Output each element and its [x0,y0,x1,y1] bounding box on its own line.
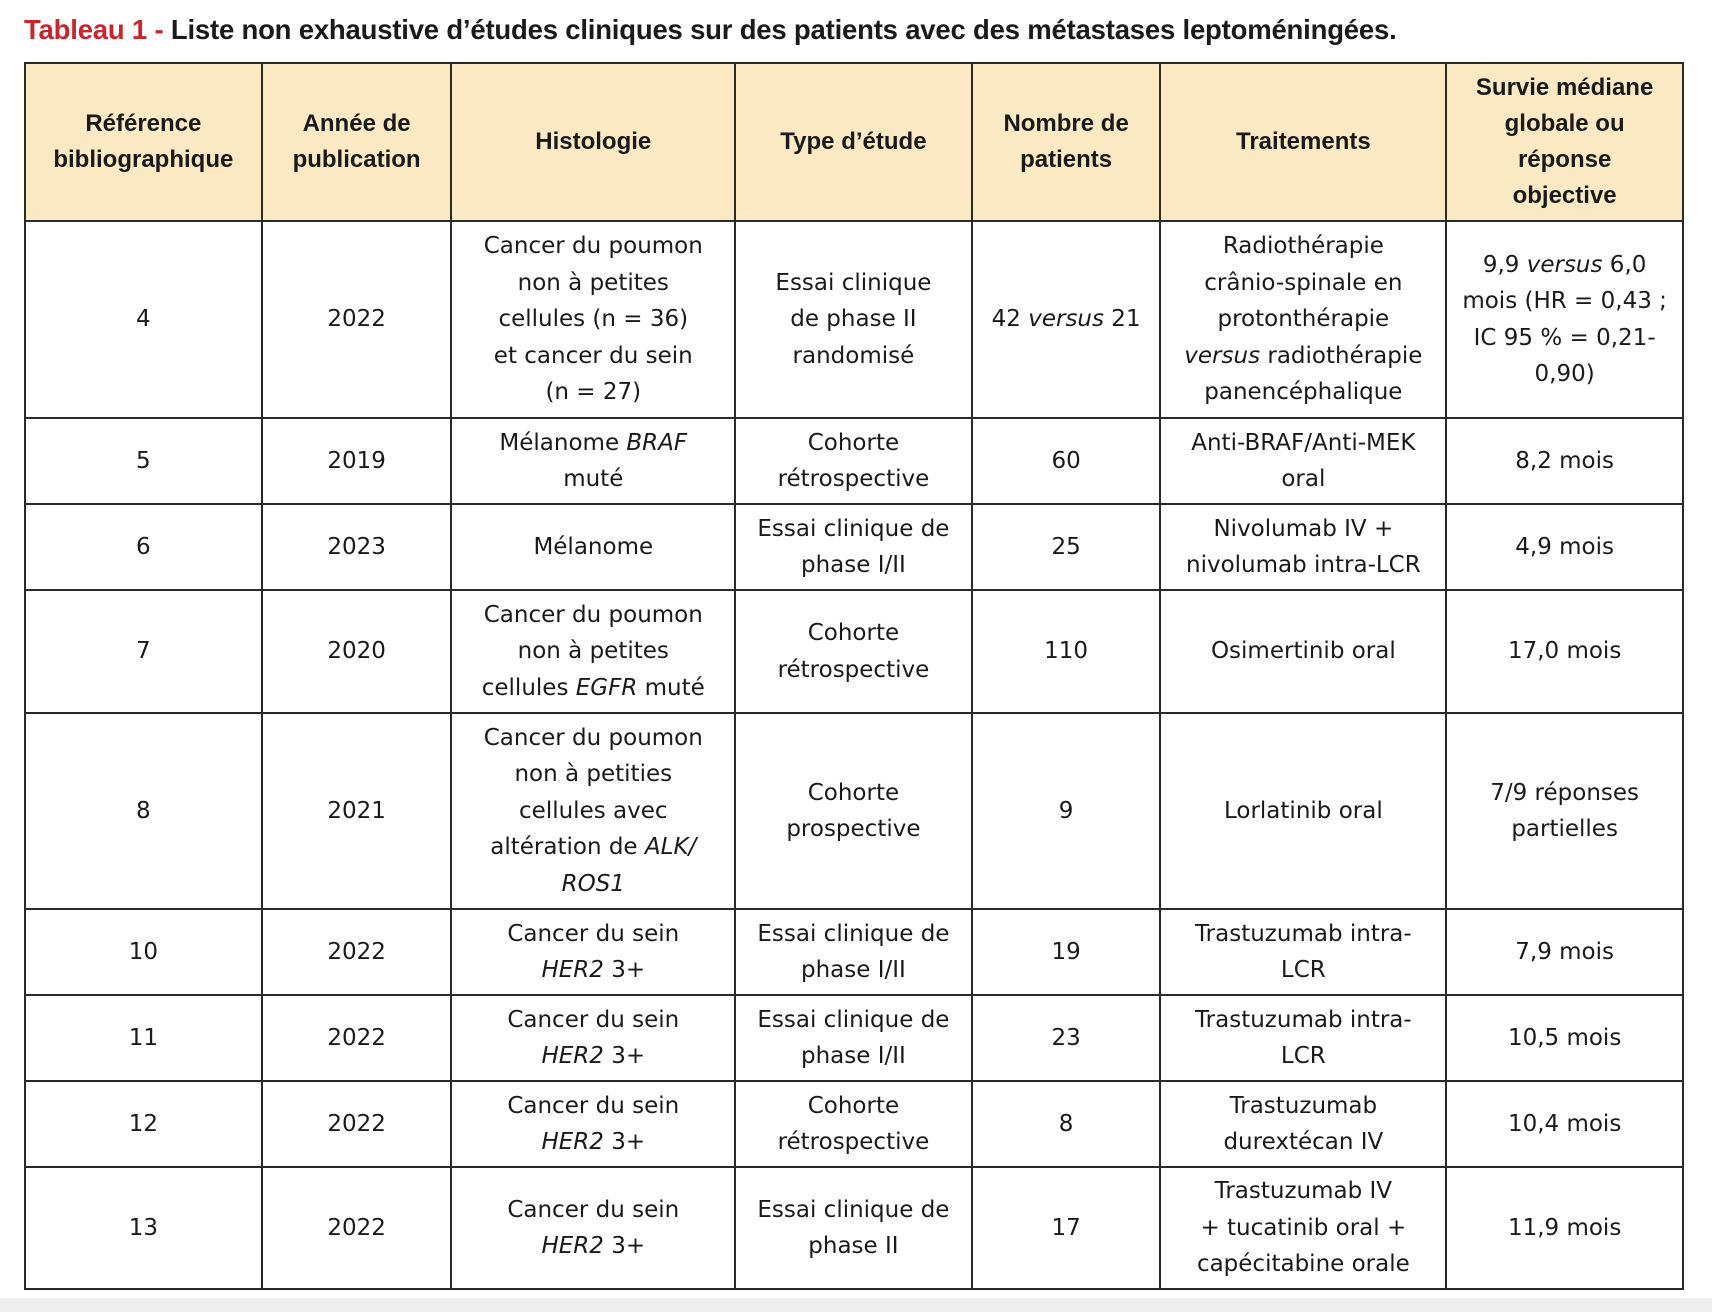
italic-term: HER2 [541,1043,604,1069]
cell-line: rétrospective [777,656,930,683]
cell-line: 10,5 mois [1507,1024,1622,1051]
table-body [25,221,1683,1289]
table-caption-label: Tableau 1 - [24,14,171,45]
cell-line: 10,4 mois [1507,1110,1622,1137]
cell-line: 7,9 mois [1515,938,1614,965]
cell-year [262,909,452,995]
cell-line: panencéphalique [1204,379,1403,406]
cell-line: 110 [1044,638,1089,665]
cell-line: nivolumab intra-LCR [1186,552,1421,578]
italic-term: HER2 [541,957,604,983]
cell-line: prospective [786,816,921,842]
cell-line: (n = 27) [545,379,642,406]
cell-line: cellules EGFR muté [481,674,705,701]
italic-term: HER2 [541,1233,604,1259]
cell-line: capécitabine orale [1196,1251,1410,1278]
cell-line: 42 versus 21 [991,306,1141,333]
table-row [25,590,1683,713]
cell-treatments [1160,1167,1446,1289]
cell-patients [972,221,1161,418]
cell-line: 25 [1051,533,1081,560]
cell-patients [972,1081,1161,1167]
cell-line: 0,90) [1534,361,1595,387]
cell-treatments [1160,590,1446,713]
cell-line: et cancer du sein [493,342,693,369]
cell-line: phase II [808,1233,899,1259]
table-row [25,1081,1683,1167]
cell-line: Cohorte [807,1092,900,1119]
cell-line: Cancer du poumon [483,233,703,260]
cell-year [262,1167,452,1289]
header-reference [25,63,262,221]
cell-outcome [1446,504,1683,590]
cell-line: 8 [1058,1110,1074,1137]
header-year [262,63,452,221]
cell-line: Osimertinib oral [1210,638,1396,665]
italic-term: BRAF [626,429,688,456]
cell-line: non à petities [514,761,673,788]
cell-line: 19 [1051,938,1081,965]
header-line: Traitements [1236,128,1371,155]
clinical-studies-table [24,62,1684,1290]
cell-line: Trastuzumab IV [1214,1178,1393,1205]
cell-line: versus radiothérapie [1184,342,1423,369]
cell-line: Cancer du sein [507,1092,680,1119]
cell-line: Trastuzumab intra- [1195,1006,1412,1033]
cell-year [262,221,452,418]
table-row [25,221,1683,418]
header-treatments [1160,63,1446,221]
cell-line: Cohorte [807,429,900,456]
header-line: Nombre de [1003,110,1129,137]
cell-line: oral [1281,466,1326,492]
cell-line: LCR [1280,1043,1326,1069]
cell-line: Anti-BRAF/Anti-MEK [1191,429,1416,456]
cell-line: 60 [1051,447,1081,474]
cell-patients [972,504,1161,590]
cell-line: 5 [136,447,151,474]
cell-study-type [735,1081,972,1167]
cell-study-type [735,590,972,713]
cell-line [458,866,728,903]
header-line: Histologie [535,128,652,155]
cell-histology [451,221,735,418]
page-bottom-band [0,1298,1712,1312]
cell-study-type [735,221,972,418]
cell-line: 2020 [327,638,386,665]
cell-line: phase I/II [801,552,906,578]
cell-line: 2019 [327,447,386,474]
cell-reference [25,590,262,713]
cell-line: 4 [136,306,151,333]
table-row [25,1167,1683,1289]
cell-line: phase I/II [801,957,906,983]
cell-line: Essai clinique [775,269,932,296]
header-line: Année de [302,110,411,137]
cell-line: HER2 3+ [541,1043,646,1069]
cell-line: 2022 [327,938,386,965]
cell-line: Essai clinique de [757,920,950,947]
header-line: Type d’étude [780,128,927,155]
table-row [25,713,1683,909]
cell-outcome [1446,909,1683,995]
cell-line: Cancer du sein [507,1006,680,1033]
cell-patients [972,909,1161,995]
italic-term: ROS1 [561,870,625,897]
cell-histology [451,713,735,909]
cell-year [262,590,452,713]
cell-line: 10 [128,938,158,965]
table-row [25,418,1683,504]
cell-line: + tucatinib oral + [1200,1214,1407,1241]
cell-histology [451,1081,735,1167]
cell-patients [972,713,1161,909]
cell-outcome [1446,995,1683,1081]
cell-outcome [1446,1081,1683,1167]
cell-patients [972,1167,1161,1289]
cell-histology [451,504,735,590]
cell-reference [25,995,262,1081]
cell-line: 7/9 réponses [1490,779,1640,806]
cell-line: cellules (n = 36) [498,306,689,333]
cell-year [262,1081,452,1167]
cell-line: Trastuzumab intra- [1195,920,1412,947]
cell-line: 17 [1051,1214,1081,1241]
table-caption [24,14,1397,46]
cell-reference [25,504,262,590]
header-line: réponse [1517,146,1612,173]
cell-line: 23 [1051,1024,1081,1051]
cell-patients [972,995,1161,1081]
cell-line: rétrospective [777,466,930,492]
cell-line: Mélanome [533,533,654,560]
cell-line: Essai clinique de [757,1006,950,1033]
cell-line: 2021 [327,797,386,824]
cell-line: 12 [128,1110,158,1137]
table-row [25,995,1683,1081]
cell-line: altération de ALK/ [490,834,697,861]
cell-outcome [1446,418,1683,504]
cell-line: 6 [136,533,151,560]
cell-treatments [1160,909,1446,995]
cell-study-type [735,995,972,1081]
cell-line: non à petites [517,269,669,296]
cell-year [262,713,452,909]
table-caption-text: Liste non exhaustive d’études cliniques sur des patients avec des métastases leptoméningées. [170,14,1397,45]
cell-outcome [1446,221,1683,418]
cell-line: 2022 [327,306,386,333]
cell-reference [25,1167,262,1289]
cell-outcome [1446,1167,1683,1289]
cell-line: phase I/II [801,1043,906,1069]
cell-study-type [735,1167,972,1289]
cell-reference [25,418,262,504]
cell-reference [25,713,262,909]
cell-treatments [1160,1081,1446,1167]
cell-line: 4,9 mois [1515,533,1614,560]
cell-line: 11,9 mois [1507,1214,1622,1241]
cell-study-type [735,713,972,909]
cell-year [262,418,452,504]
cell-year [262,995,452,1081]
italic-term: EGFR [575,674,638,701]
cell-line: 9,9 versus 6,0 [1482,251,1647,278]
cell-treatments [1160,504,1446,590]
cell-line: 8,2 mois [1515,447,1614,474]
cell-histology [451,1167,735,1289]
cell-treatments [1160,713,1446,909]
cell-line: randomisé [792,342,915,369]
italic-term: versus [1028,306,1104,333]
cell-histology [451,590,735,713]
cell-line: Cohorte [807,620,900,646]
cell-line: protonthérapie [1217,306,1390,333]
header-line: bibliographique [53,146,234,173]
header-line: patients [1020,146,1113,173]
cell-year [262,504,452,590]
italic-term: ALK/ [644,834,697,861]
cell-reference [25,1081,262,1167]
italic-term: versus [1184,342,1261,369]
cell-line: mois (HR = 0,43 ; [1462,288,1667,314]
cell-reference [25,909,262,995]
header-line: Survie médiane [1475,74,1654,101]
cell-histology [451,995,735,1081]
cell-line: muté [563,466,624,492]
cell-treatments [1160,418,1446,504]
cell-line: LCR [1280,957,1326,983]
header-line: Référence [85,110,202,137]
cell-line: Essai clinique de [757,515,950,542]
header-line: objective [1512,182,1617,209]
cell-line: Cancer du poumon [483,724,703,751]
cell-line: 13 [128,1214,158,1241]
cell-line: partielles [1511,816,1618,842]
cell-treatments [1160,995,1446,1081]
cell-line: crânio-spinale en [1204,269,1403,296]
header-study-type [735,63,972,221]
cell-line: HER2 3+ [541,1129,646,1155]
cell-line: Cancer du sein [507,920,680,947]
cell-line: 2022 [327,1024,386,1051]
cell-line: 9 [1058,797,1074,824]
cell-reference [25,221,262,418]
cell-line: Radiothérapie [1222,233,1384,260]
cell-study-type [735,418,972,504]
table-row [25,504,1683,590]
cell-line: Cohorte [807,779,900,806]
cell-line: HER2 3+ [541,957,646,983]
table-header-row [25,63,1683,221]
italic-term: versus [1526,251,1603,278]
italic-term: HER2 [541,1129,604,1155]
cell-outcome [1446,713,1683,909]
cell-outcome [1446,590,1683,713]
cell-line: Lorlatinib oral [1223,797,1383,824]
cell-histology [451,909,735,995]
cell-line: de phase II [790,306,917,333]
cell-line: Essai clinique de [757,1196,950,1223]
cell-line: Cancer du sein [507,1196,680,1223]
cell-line: Cancer du poumon [483,601,703,628]
header-line: publication [292,146,421,173]
cell-line: 2022 [327,1214,386,1241]
cell-line: rétrospective [777,1129,930,1155]
cell-line: 17,0 mois [1507,638,1622,665]
cell-treatments [1160,221,1446,418]
cell-line: Mélanome BRAF [499,429,688,456]
header-patients [972,63,1161,221]
cell-line: Nivolumab IV + [1213,515,1394,542]
cell-line: durextécan IV [1223,1129,1384,1155]
table-row [25,909,1683,995]
cell-line: 2023 [327,533,386,560]
cell-line: Trastuzumab [1229,1092,1378,1119]
cell-histology [451,418,735,504]
cell-patients [972,590,1161,713]
cell-line: cellules avec [519,797,668,824]
header-line: globale ou [1504,110,1625,137]
header-histology [451,63,735,221]
header-outcome [1446,63,1683,221]
cell-study-type [735,504,972,590]
cell-line: 2022 [327,1110,386,1137]
cell-line: HER2 3+ [541,1233,646,1259]
cell-line: 7 [136,638,151,665]
cell-line: IC 95 % = 0,21- [1473,324,1656,351]
cell-study-type [735,909,972,995]
cell-patients [972,418,1161,504]
cell-line: 11 [128,1024,158,1051]
cell-line: 8 [136,797,151,824]
cell-line: non à petites [517,638,669,665]
